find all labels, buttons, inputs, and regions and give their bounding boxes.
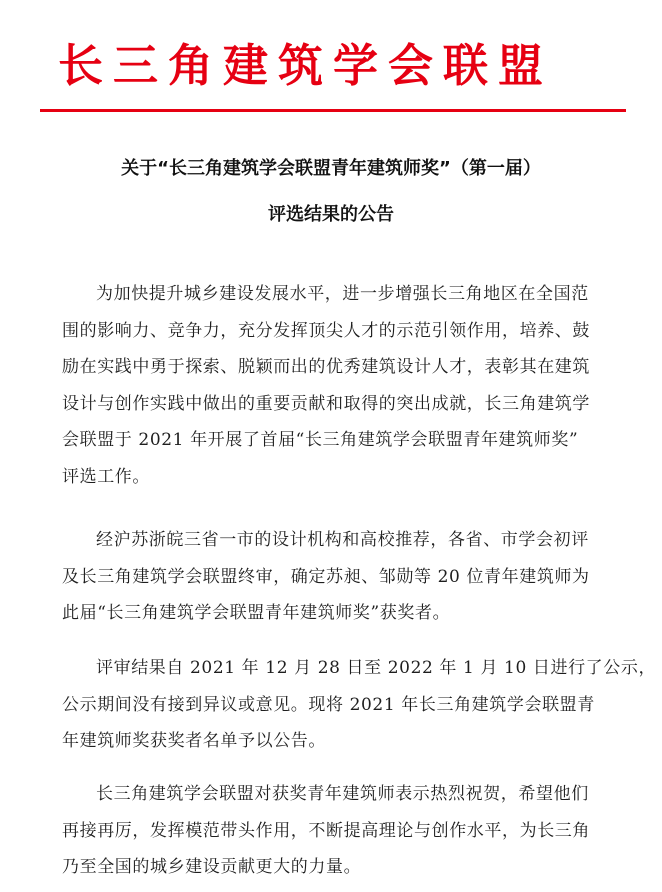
paragraph-4 (62, 776, 622, 886)
paragraph-2 (62, 522, 622, 632)
paragraph-line: 评选工作。 (62, 466, 150, 487)
paragraph-line: 长三角建筑学会联盟对获奖青年建筑师表示热烈祝贺，希望他们 (96, 784, 589, 804)
paragraph-line: 围的影响力、竞争力，充分发挥顶尖人才的示范引领作用，培养、鼓 (62, 320, 590, 341)
paragraph-line: 及长三角建筑学会联盟终审，确定苏昶、邹勋等 20 位青年建筑师为 (62, 566, 590, 587)
paragraph-line: 经沪苏浙皖三省一市的设计机构和高校推荐，各省、市学会初评 (96, 530, 589, 550)
paragraph-line: 励在实践中勇于探索、脱颖而出的优秀建筑设计人才，表彰其在建筑 (62, 357, 590, 377)
paragraph-line: 年建筑师奖获奖者名单予以公告。 (62, 731, 326, 751)
paragraph-line: 评审结果自 2021 年 12 月 28 日至 2022 年 1 月 10 日进行了公示， (96, 658, 657, 678)
paragraph-line: 公示期间没有接到异议或意见。现将 2021 年长三角建筑学会联盟青 (62, 694, 595, 715)
letterhead (0, 0, 662, 112)
announcement-title-line-2: 评选结果的公告 (268, 204, 394, 225)
paragraph-line: 为加快提升城乡建设发展水平，进一步增强长三角地区在全国范 (96, 284, 589, 304)
paragraph-line: 再接再厉，发挥模范带头作用，不断提高理论与创作水平，为长三角 (62, 820, 590, 841)
paragraph-line: 设计与创作实践中做出的重要贡献和取得的突出成就，长三角建筑学 (62, 393, 590, 414)
paragraph-line: 乃至全国的城乡建设贡献更大的力量。 (62, 857, 362, 877)
announcement-title-line-1: 关于“长三角建筑学会联盟青年建筑师奖”（第一届） (121, 158, 541, 179)
organization-title: 长三角建筑学会联盟 (58, 39, 554, 92)
letterhead-divider (40, 109, 626, 112)
paragraph-3 (62, 650, 657, 760)
paragraph-line: 此届“长三角建筑学会联盟青年建筑师奖”获奖者。 (62, 603, 451, 623)
paragraph-1 (62, 276, 622, 495)
paragraph-line: 会联盟于 2021 年开展了首届“长三角建筑学会联盟青年建筑师奖” (62, 430, 579, 450)
